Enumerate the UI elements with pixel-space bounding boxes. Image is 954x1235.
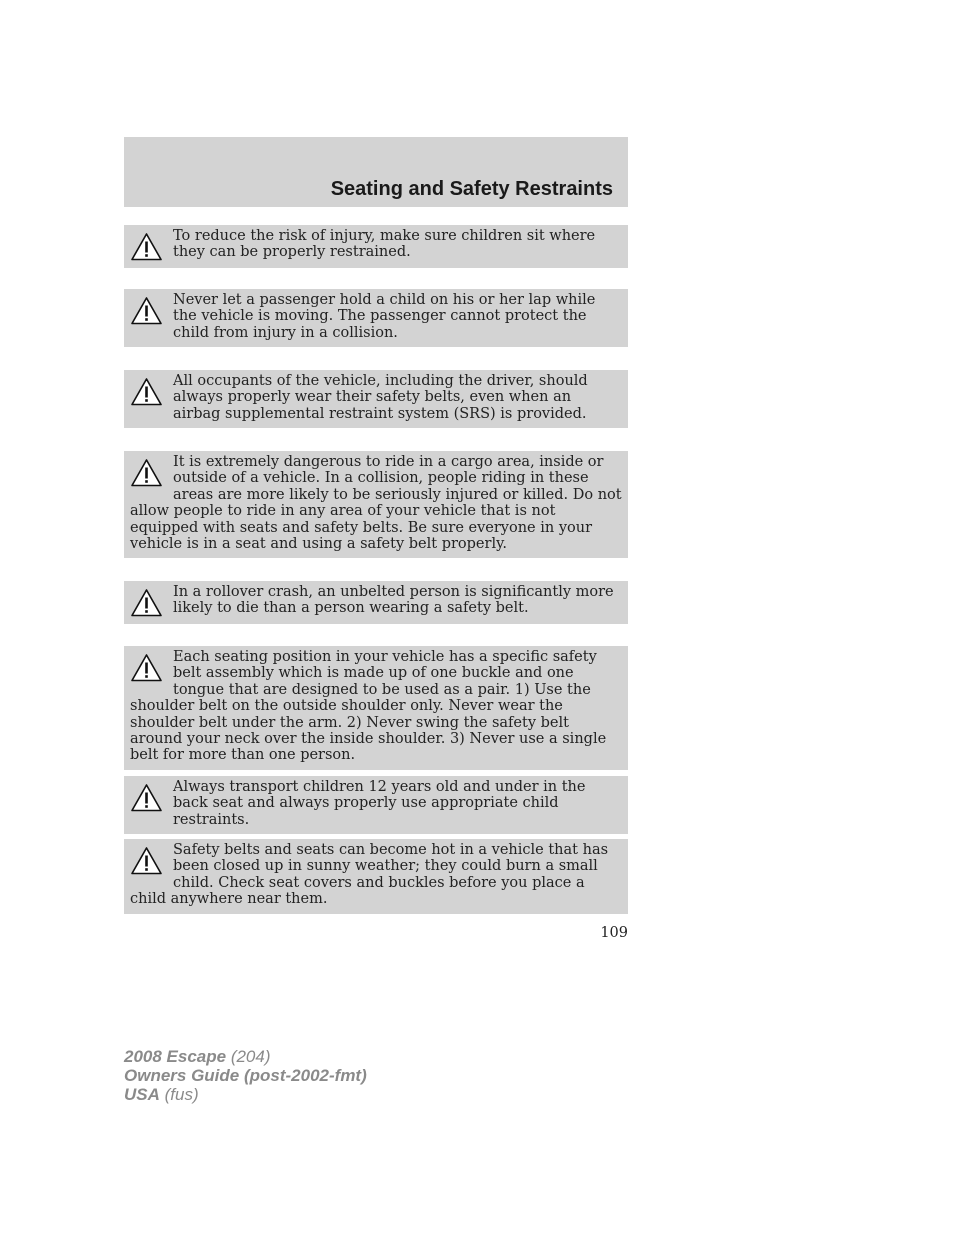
warning-triangle-icon xyxy=(130,846,163,876)
document-footer xyxy=(124,1047,367,1104)
footer-model-name: 2008 Escape xyxy=(124,1047,227,1066)
warning-triangle-icon xyxy=(130,653,163,683)
warning-triangle-icon xyxy=(130,296,163,326)
warning-box xyxy=(124,225,628,268)
warning-triangle-icon xyxy=(130,458,163,488)
section-title: Seating and Safety Restraints xyxy=(330,178,613,200)
footer-market: USA xyxy=(124,1085,160,1104)
warning-triangle-icon xyxy=(130,377,163,407)
warning-text: Never let a passenger hold a child on his or her lap while the vehicle is moving. The passenger cannot protect the child from injury in a collision. xyxy=(173,292,596,341)
warning-triangle-icon xyxy=(130,232,163,262)
warning-box xyxy=(124,581,628,624)
warning-box xyxy=(124,370,628,428)
warning-box xyxy=(124,289,628,347)
warning-text: To reduce the risk of injury, make sure children sit where they can be properly restrained. xyxy=(173,228,596,261)
page-number: 109 xyxy=(600,925,628,941)
warning-text: In a rollover crash, an unbelted person is significantly more likely to die than a person wearing a safety belt. xyxy=(173,584,614,617)
section-header-band xyxy=(124,137,628,207)
warning-text: Safety belts and seats can become hot in a vehicle that has been closed up in sunny weather; they could burn a small child. Check seat covers and buckles before you place a child anywhere near them. xyxy=(130,842,609,908)
warning-text: Always transport children 12 years old and under in the back seat and always properly use appropriate child restraints. xyxy=(173,779,586,828)
footer-line-model xyxy=(124,1047,367,1066)
footer-model-code: (204) xyxy=(226,1047,271,1066)
warning-box xyxy=(124,451,628,558)
footer-line-market xyxy=(124,1085,367,1104)
warning-box xyxy=(124,776,628,834)
footer-line-guide xyxy=(124,1066,367,1085)
warning-triangle-icon xyxy=(130,783,163,813)
warning-triangle-icon xyxy=(130,588,163,618)
warning-text: All occupants of the vehicle, including the driver, should always properly wear their safety belts, even when an airbag supplemental restraint system (SRS) is provided. xyxy=(173,373,588,422)
footer-market-code: (fus) xyxy=(159,1085,199,1104)
warning-text: It is extremely dangerous to ride in a cargo area, inside or outside of a vehicle. In a collision, people riding in these areas are more likely to be seriously injured or killed. Do not allow people to ride in any area of your vehicle that is not equipped with seats and safety belts. Be sure everyone in your vehicle is in a seat and using a safety belt properly. xyxy=(130,454,622,553)
footer-guide-name: Owners Guide (post-2002-fmt) xyxy=(124,1066,367,1085)
warning-box xyxy=(124,646,628,770)
warning-box xyxy=(124,839,628,914)
warning-text: Each seating position in your vehicle has a specific safety belt assembly which is made up of one buckle and one tongue that are designed to be used as a pair. 1) Use the shoulder belt on the outside shoulder only. Never wear the shoulder belt under the arm. 2) Never swing the safety belt around your neck over the inside shoulder. 3) Never use a single belt for more than one person. xyxy=(130,649,607,764)
